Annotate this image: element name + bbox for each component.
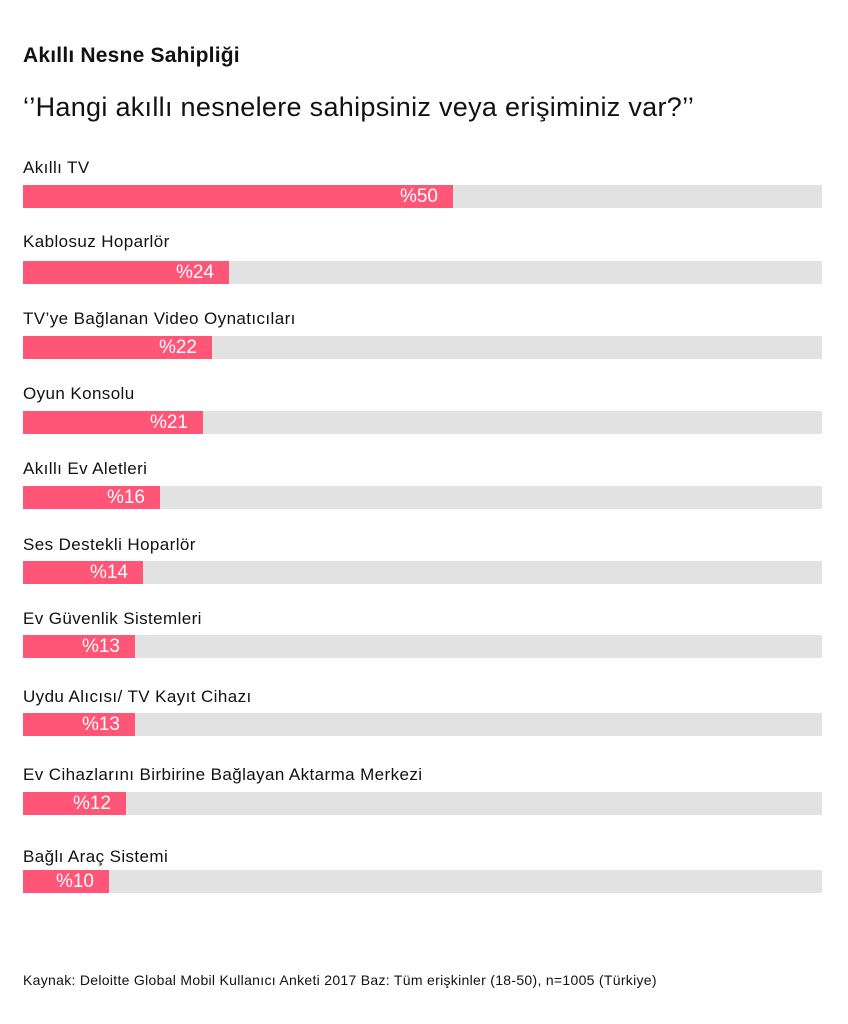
bar-label: Kablosuz Hoparlör (23, 232, 170, 251)
bar-track (23, 185, 822, 208)
bar-track (23, 635, 822, 658)
bar-value-label: %24 (175, 262, 214, 283)
chart-title: Akıllı Nesne Sahipliği (23, 44, 240, 67)
bar-label: Akıllı TV (23, 158, 90, 177)
bar-track (23, 713, 822, 736)
bar-track (23, 336, 822, 359)
bar-label: TV’ye Bağlanan Video Oynatıcıları (23, 309, 296, 328)
bar-value-label: %50 (399, 186, 438, 207)
bar-track (23, 261, 822, 284)
bar-label: Ev Güvenlik Sistemleri (23, 609, 202, 628)
bar-label: Ev Cihazlarını Birbirine Bağlayan Aktarma Merkezi (23, 765, 423, 784)
bar-label: Uydu Alıcısı/ TV Kayıt Cihazı (23, 687, 252, 706)
bar-value-label: %12 (72, 793, 111, 814)
bar-value-label: %16 (106, 487, 145, 508)
bar-value-label: %21 (149, 412, 188, 433)
bar-value-label: %10 (55, 871, 94, 892)
bar-track (23, 486, 822, 509)
bar-value-label: %22 (158, 337, 197, 358)
bar-label: Akıllı Ev Aletleri (23, 459, 148, 478)
bar-track (23, 411, 822, 434)
bar-track (23, 870, 822, 893)
bar-track (23, 792, 822, 815)
chart-subtitle: ‘’Hangi akıllı nesnelere sahipsiniz veya erişiminiz var?’’ (23, 92, 695, 122)
bar-track (23, 561, 822, 584)
bar-value-label: %13 (81, 636, 120, 657)
bar-label: Ses Destekli Hoparlör (23, 535, 196, 554)
bar-value-label: %14 (89, 562, 128, 583)
bar-value-label: %13 (81, 714, 120, 735)
source-note: Kaynak: Deloitte Global Mobil Kullanıcı Anketi 2017 Baz: Tüm erişkinler (18-50), n=1005 (Türkiye) (23, 972, 657, 988)
bar-label: Oyun Konsolu (23, 384, 135, 403)
bar-label: Bağlı Araç Sistemi (23, 847, 169, 866)
